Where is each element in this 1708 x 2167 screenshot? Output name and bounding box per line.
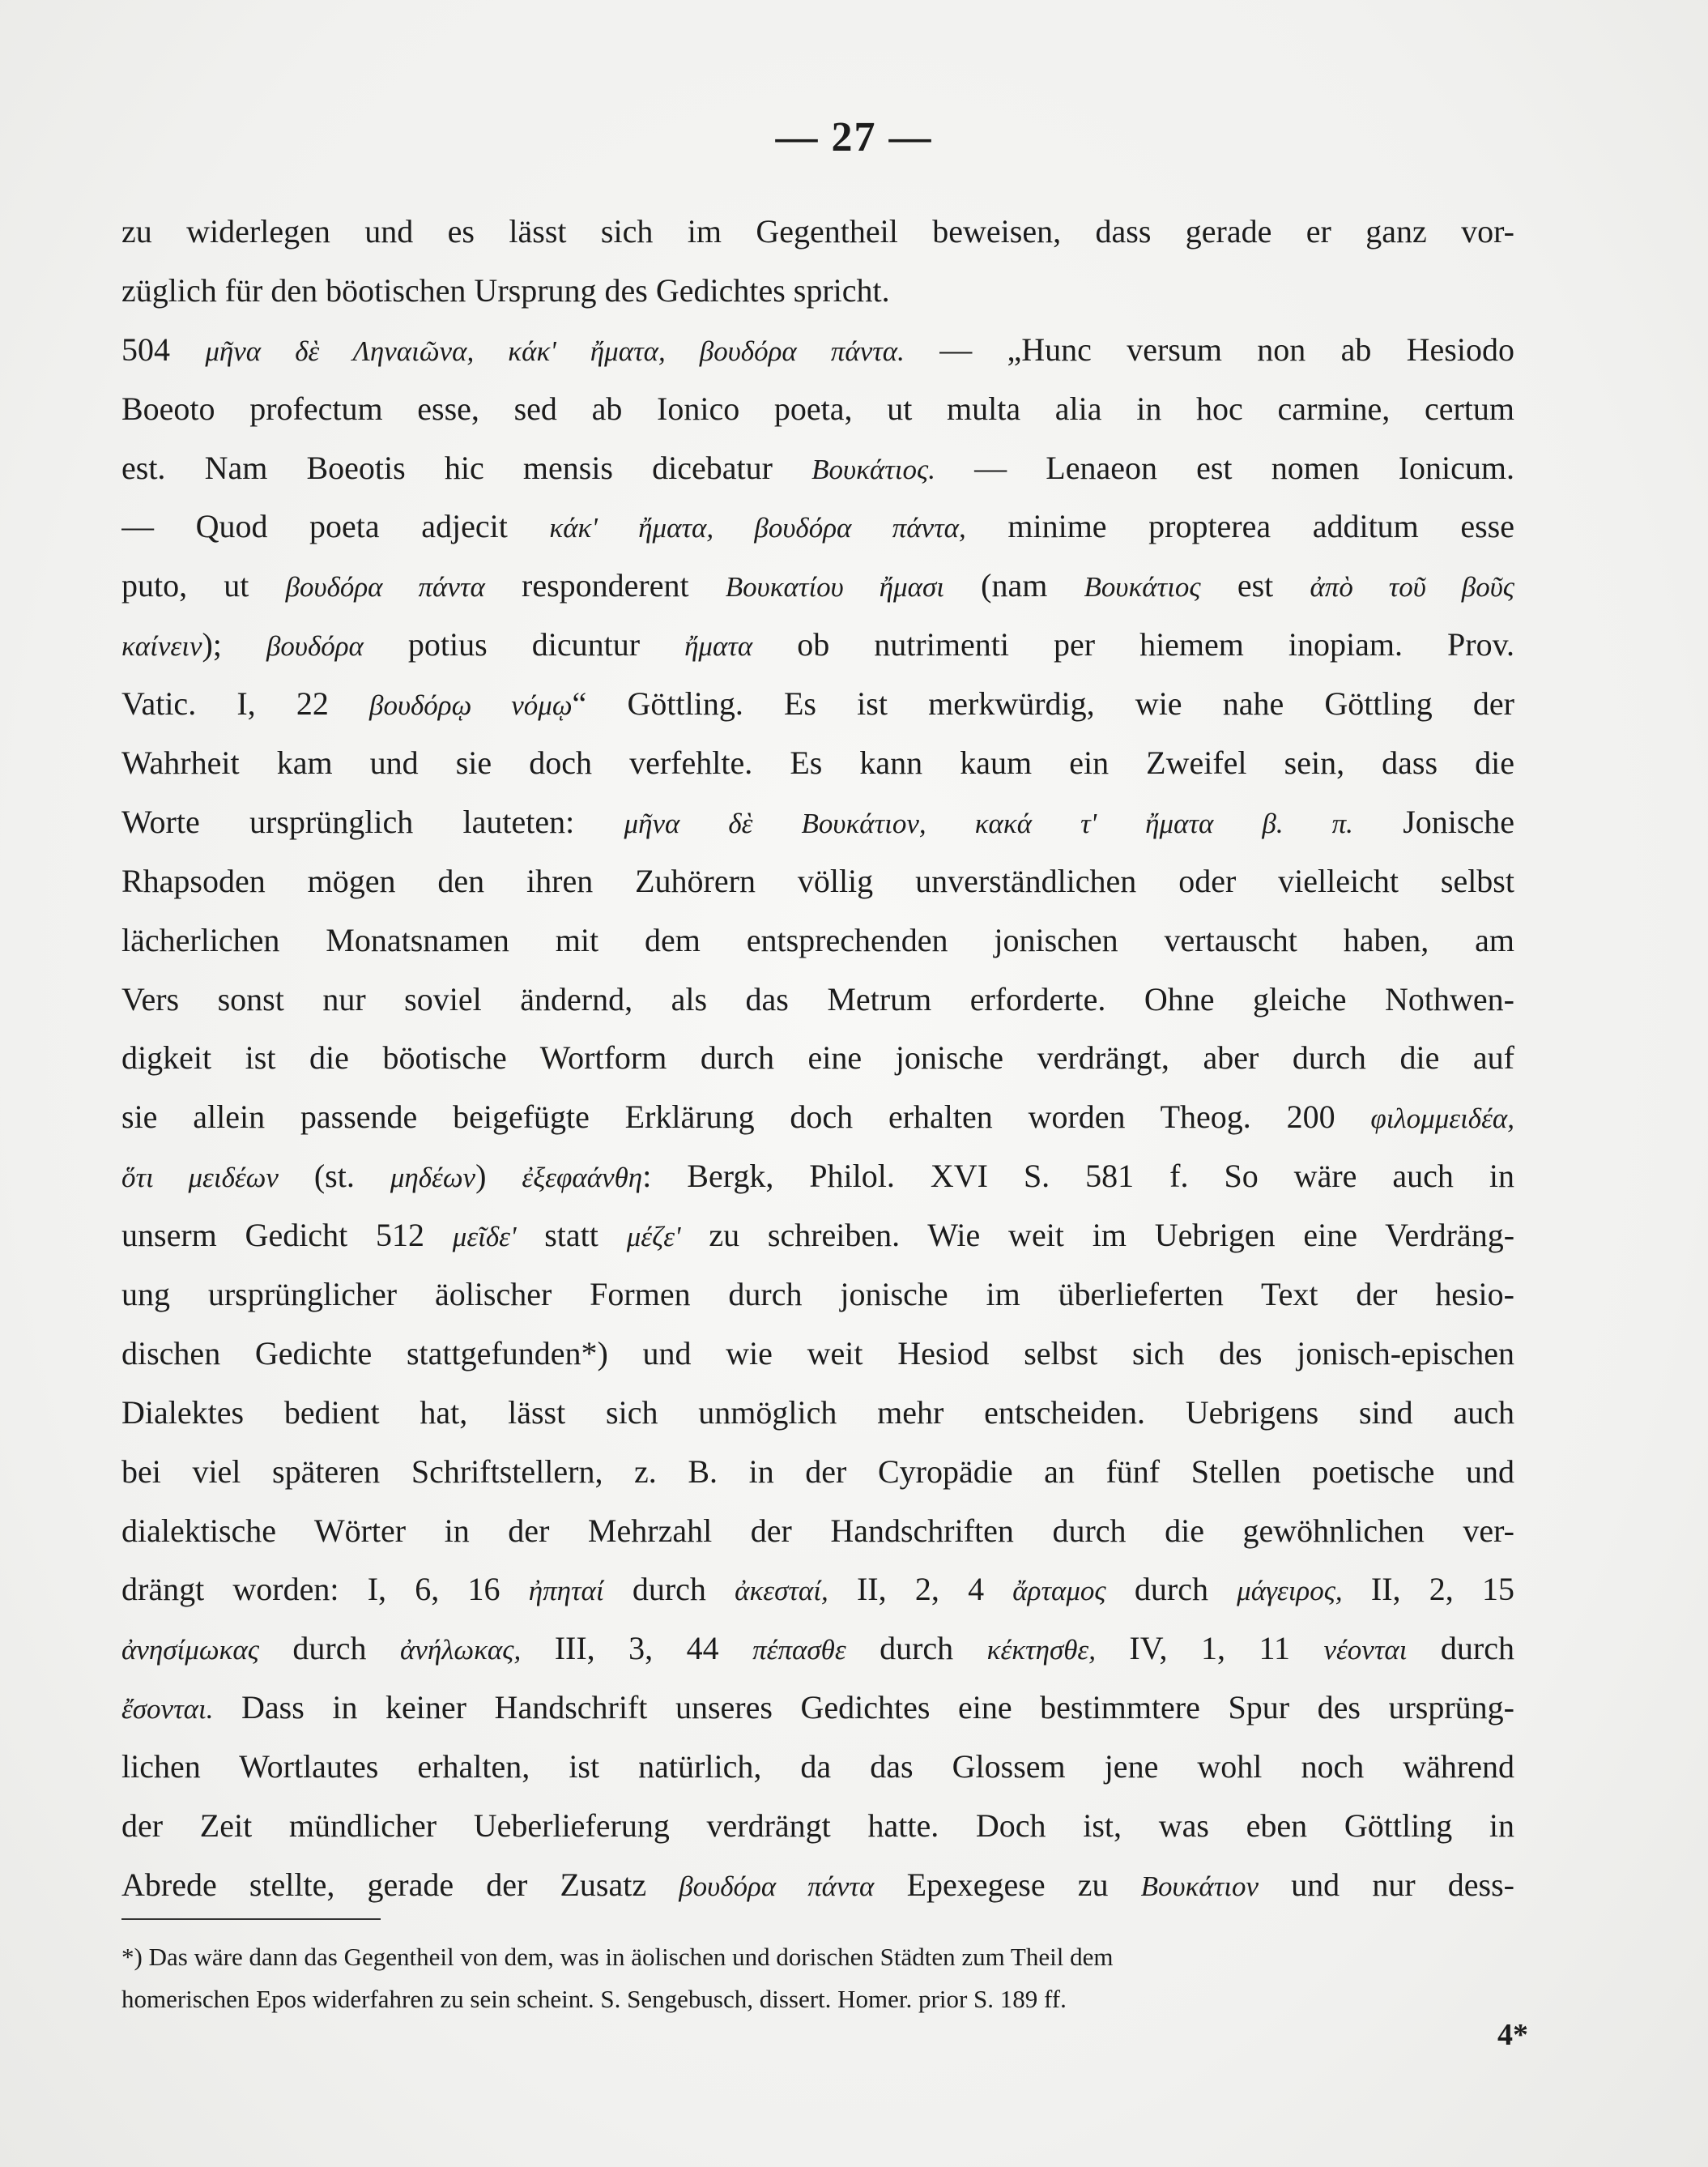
text-segment: minime propterea additum esse — [965, 508, 1514, 545]
greek-text-segment: Βουκάτιον — [1140, 1870, 1259, 1902]
signature-mark: 4* — [1497, 2018, 1528, 2052]
text-segment: züglich für den böotischen Ursprung des Gedichtes spricht. — [121, 271, 890, 309]
text-line — [121, 1738, 1514, 1797]
text-line — [121, 970, 1514, 1030]
greek-text-segment: νέονται — [1323, 1634, 1408, 1666]
footnote-line: homerischen Epos widerfahren zu sein scheint. S. Sengebusch, dissert. Homer. prior S. 189 ff. — [121, 1985, 1067, 2013]
greek-text-segment: πέπασθε — [752, 1634, 846, 1666]
greek-text-segment: Βουκατίου ἤμασι — [725, 571, 944, 604]
footnote — [121, 1936, 1514, 2020]
text-line — [121, 321, 1514, 380]
greek-text-segment: μῆνα δὲ Βουκάτιον, κακά τ' ἤματα β. π. — [624, 807, 1353, 839]
text-segment: 504 — [121, 331, 206, 368]
text-line — [121, 734, 1514, 793]
footnote-line: *) Das wäre dann das Gegentheil von dem, was in äolischen und dorischen Städten zum Theil dem — [121, 1943, 1114, 1971]
greek-text-segment: μέζε' — [626, 1221, 681, 1253]
text-segment: puto, ut — [121, 567, 286, 604]
text-segment: drängt worden: I, 6, 16 — [121, 1571, 529, 1608]
text-line — [121, 1443, 1514, 1502]
greek-text-segment: Βουκάτιος — [1084, 571, 1201, 604]
text-line — [121, 911, 1514, 970]
text-line — [121, 1325, 1514, 1384]
greek-text-segment: κέκτησθε, — [986, 1634, 1096, 1666]
page-number: — 27 — — [775, 114, 933, 160]
text-segment: zu widerlegen und es lässt sich im Gegentheil beweisen, dass gerade er ganz vor- — [121, 213, 1514, 250]
text-line — [121, 1265, 1514, 1325]
text-segment: durch — [845, 1630, 987, 1667]
text-segment: : Bergk, Philol. XVI S. 581 f. So wäre auch in — [642, 1158, 1514, 1195]
text-segment: unserm Gedicht 512 — [121, 1217, 453, 1254]
text-segment: Abrede stellte, gerade der Zusatz — [121, 1866, 679, 1903]
text-line — [121, 1088, 1514, 1147]
text-segment: III, 3, 44 — [521, 1630, 753, 1667]
greek-text-segment: ἀκεσταί, — [735, 1575, 828, 1607]
greek-text-segment: καίνειν — [121, 630, 202, 663]
text-segment: lächerlichen Monatsnamen mit dem entsprechenden jonischen vertauscht haben, am — [121, 921, 1514, 958]
body-text — [121, 203, 1514, 1915]
text-segment: potius dicuntur — [363, 626, 685, 663]
text-segment: Jonische — [1352, 803, 1514, 840]
text-segment: statt — [516, 1217, 627, 1254]
text-segment: est. Nam Boeotis hic mensis dicebatur — [121, 449, 812, 486]
text-segment: und nur dess- — [1259, 1866, 1514, 1903]
greek-text-segment: μάγειρος, — [1237, 1575, 1343, 1607]
greek-text-segment: Βουκάτιος. — [811, 453, 935, 485]
greek-text-segment: βουδόρα πάντα — [679, 1870, 875, 1902]
text-line — [121, 1679, 1514, 1738]
text-segment: (st. — [278, 1158, 390, 1195]
greek-text-segment: φιλομμειδέα, — [1370, 1103, 1514, 1135]
text-segment: Epexegese zu — [874, 1866, 1141, 1903]
text-segment: zu schreiben. Wie weit im Uebrigen eine Verdräng- — [680, 1217, 1514, 1254]
greek-text-segment: ἤματα — [684, 630, 753, 663]
greek-text-segment: μῆνα δὲ Ληναιῶνα, κάκ' ἤματα, βουδόρα πάντα. — [205, 335, 905, 367]
text-line — [121, 1560, 1514, 1619]
text-segment: II, 2, 15 — [1342, 1571, 1514, 1608]
text-segment: digkeit ist die böotische Wortform durch eine jonische verdrängt, aber durch die auf — [121, 1039, 1514, 1077]
text-segment: dialektische Wörter in der Mehrzahl der Handschriften durch die gewöhnlichen ver- — [121, 1512, 1514, 1549]
text-line — [121, 793, 1514, 852]
greek-text-segment: ἄρταμος — [1012, 1575, 1106, 1607]
text-segment: Dialektes bedient hat, lässt sich unmöglich mehr entscheiden. Uebrigens sind auch — [121, 1393, 1514, 1431]
text-segment: durch — [1407, 1630, 1514, 1667]
greek-text-segment: ἀνήλωκας, — [399, 1634, 522, 1666]
text-line — [121, 557, 1514, 616]
greek-text-segment: ἠπηταί — [528, 1575, 604, 1607]
greek-text-segment: ὅτι μειδέων — [121, 1162, 279, 1194]
text-segment: durch — [603, 1571, 735, 1608]
greek-text-segment: ἀπὸ τοῦ βοῦς — [1310, 571, 1514, 604]
text-segment: lichen Wortlautes erhalten, ist natürlich, da das Glossem jene wohl noch während — [121, 1748, 1514, 1785]
text-line — [121, 262, 1514, 321]
text-line — [121, 1206, 1514, 1265]
text-segment: IV, 1, 11 — [1095, 1630, 1324, 1667]
text-line — [121, 1856, 1514, 1915]
text-line — [121, 852, 1514, 911]
text-line — [121, 203, 1514, 262]
greek-text-segment: κάκ' ἤματα, βουδόρα πάντα, — [549, 512, 966, 544]
text-line — [121, 616, 1514, 675]
text-segment: Vatic. I, 22 — [121, 685, 370, 723]
greek-text-segment: βουδόρῳ νόμῳ — [369, 689, 573, 722]
text-segment: ) — [475, 1158, 522, 1195]
text-segment: durch — [1105, 1571, 1237, 1608]
text-segment: der Zeit mündlicher Ueberlieferung verdrängt hatte. Doch ist, was eben Göttling in — [121, 1807, 1514, 1845]
text-line — [121, 1147, 1514, 1206]
text-line — [121, 497, 1514, 557]
text-segment: durch — [258, 1630, 400, 1667]
text-segment: (nam — [943, 567, 1084, 604]
text-segment: sie allein passende beigefügte Erklärung doch erhalten worden Theog. 200 — [121, 1098, 1371, 1136]
text-segment: Worte ursprünglich lauteten: — [121, 803, 624, 840]
text-segment: responderent — [484, 567, 726, 604]
text-segment: est — [1200, 567, 1310, 604]
text-line — [121, 675, 1514, 734]
greek-text-segment: βουδόρα — [266, 630, 364, 663]
greek-text-segment: μεῖδε' — [452, 1221, 517, 1253]
text-segment: ung ursprünglicher äolischer Formen durch jonische im überlieferten Text der hesio- — [121, 1276, 1514, 1313]
text-line — [121, 1619, 1514, 1679]
text-line — [121, 380, 1514, 439]
text-line — [121, 1502, 1514, 1561]
text-segment: — „Hunc versum non ab Hesiodo — [904, 331, 1514, 368]
text-segment: — Lenaeon est nomen Ionicum. — [935, 449, 1514, 486]
greek-text-segment: ἔσονται. — [121, 1693, 214, 1725]
text-segment: bei viel späteren Schriftstellern, z. B. in der Cyropädie an fünf Stellen poetische und — [121, 1452, 1514, 1490]
greek-text-segment: ἀνησίμωκας — [121, 1634, 259, 1666]
footnote-divider — [121, 1918, 381, 1920]
text-segment: Dass in keiner Handschrift unseres Gedichtes eine bestimmtere Spur des ursprüng- — [213, 1689, 1514, 1726]
text-segment: II, 2, 4 — [828, 1571, 1013, 1608]
text-line — [121, 1029, 1514, 1088]
text-line — [121, 439, 1514, 498]
text-segment: ob nutrimenti per hiemem inopiam. Prov. — [752, 626, 1514, 663]
text-segment: Rhapsoden mögen den ihren Zuhörern völlig unverständlichen oder vielleicht selbst — [121, 862, 1514, 899]
text-segment: Boeoto profectum esse, sed ab Ionico poeta, ut multa alia in hoc carmine, certum — [121, 390, 1514, 427]
text-line — [121, 1797, 1514, 1856]
text-segment: — Quod poeta adjecit — [121, 508, 550, 545]
text-segment: Wahrheit kam und sie doch verfehlte. Es kann kaum ein Zweifel sein, dass die — [121, 744, 1514, 782]
text-segment: dischen Gedichte stattgefunden*) und wie weit Hesiod selbst sich des jonisch-epischen — [121, 1334, 1514, 1371]
text-segment: ); — [202, 626, 266, 663]
text-segment: “ Göttling. Es ist merkwürdig, wie nahe Göttling der — [572, 685, 1514, 723]
greek-text-segment: ἐξεφαάνθη — [522, 1162, 643, 1194]
text-segment: Vers sonst nur soviel ändernd, als das Metrum erforderte. Ohne gleiche Nothwen- — [121, 980, 1514, 1017]
text-line — [121, 1384, 1514, 1443]
greek-text-segment: μηδέων — [390, 1162, 476, 1194]
greek-text-segment: βουδόρα πάντα — [285, 571, 485, 604]
